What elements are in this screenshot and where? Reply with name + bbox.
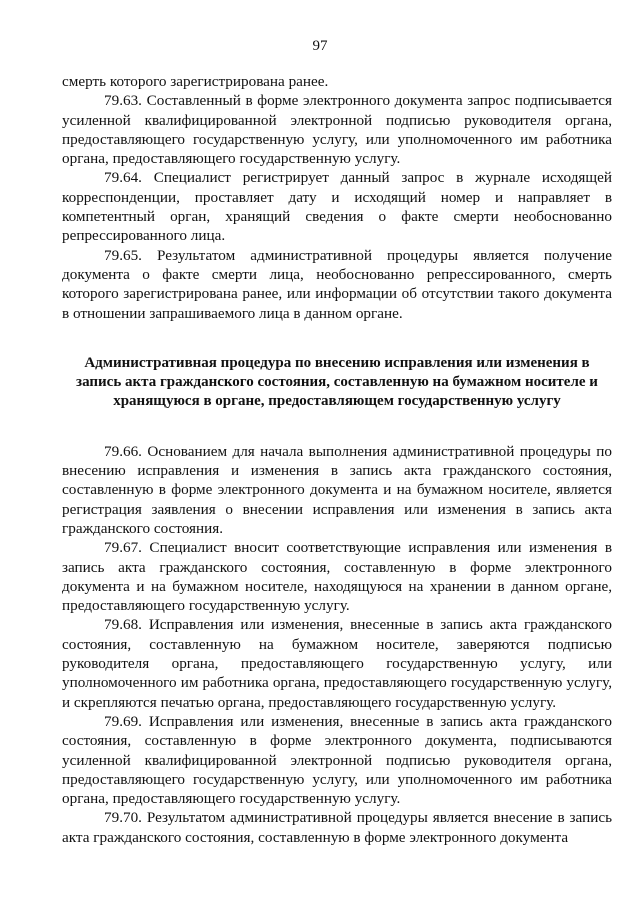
paragraph-79-68: 79.68. Исправления или изменения, внесенные в запись акта гражданского состояния, составленную на бумажном носителе, заверяются подписью руководителя органа, предоставляющего государственную услугу, или уполномоченного им работника органа, предоставляющего государственную услугу, и скрепляются печатью органа, предоставляющего государственную услугу. (62, 616, 612, 711)
paragraph-79-64: 79.64. Специалист регистрирует данный запрос в журнале исходящей корреспонденции, проставляет дату и исходящий номер и направляет в компетентный орган, хранящий сведения о факте смерти необоснованно репрессированного лица. (62, 169, 612, 245)
paragraph-79-69: 79.69. Исправления или изменения, внесенные в запись акта гражданского состояния, составленную в форме электронного документа, подписываются усиленной квалифицированной электронной подписью руководителя органа, предоставляющего государственную услугу, или уполномоченного им работника органа, предоставляющего государственную услугу. (62, 712, 612, 808)
paragraph-79-63: 79.63. Составленный в форме электронного документа запрос подписывается усиленной квалифицированной электронной подписью руководителя органа, предоставляющего государственную услугу, или уполномоченного им работника органа, предоставляющего государственную услугу. (62, 92, 612, 168)
document-body (62, 72, 612, 847)
section-heading: Административная процедура по внесению исправления или изменения в запись акта гражданского состояния, составленную на бумажном носителе и хранящуюся в органе, предоставляющем государственную услугу (76, 354, 598, 410)
paragraph-79-65: 79.65. Результатом административной процедуры является получение документа о факте смерти лица, необоснованно репрессированного, смерть которого зарегистрирована ранее, или информации об отсутствии такого документа в отношении запрашиваемого лица в данном органе. (62, 246, 612, 322)
paragraph-continuation: смерть которого зарегистрирована ранее. (62, 73, 329, 90)
page-number: 97 (312, 38, 328, 54)
paragraph-79-66: 79.66. Основанием для начала выполнения административной процедуры по внесению исправления и изменения в запись акта гражданского состояния, составленную в форме электронного документа и на бумажном носителе, является регистрация заявления о внесении исправления или изменения в запись акта гражданского состояния. (62, 442, 612, 537)
paragraph-79-67: 79.67. Специалист вносит соответствующие исправления или изменения в запись акта гражданского состояния, составленную в форме электронного документа и на бумажном носителе, находящуюся на хранении в данном органе, предоставляющего государственную услугу. (62, 539, 612, 615)
paragraph-79-70: 79.70. Результатом административной процедуры является внесение в запись акта гражданского состояния, составленную в форме электронного документа (62, 809, 612, 846)
